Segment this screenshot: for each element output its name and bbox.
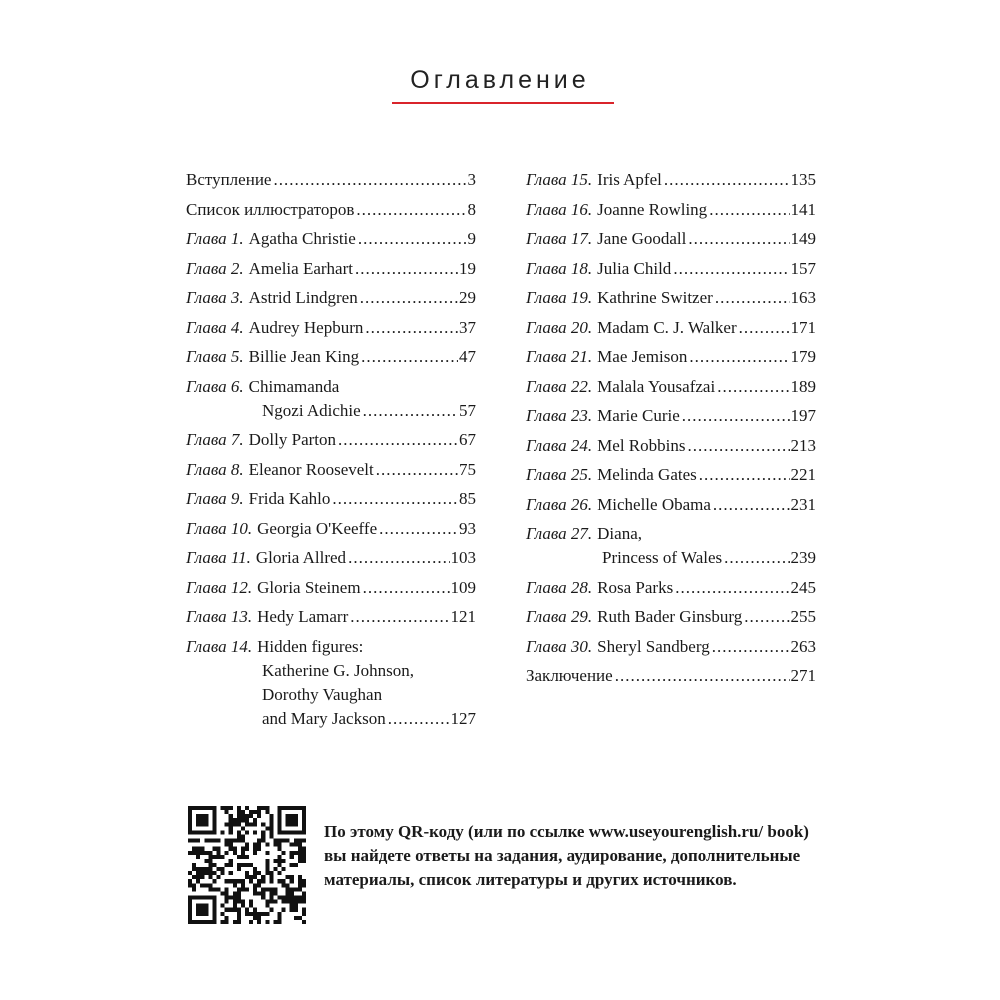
- entry-title: Billie Jean King: [248, 347, 360, 366]
- toc-entry[interactable]: [186, 198, 476, 222]
- toc-entry[interactable]: [186, 257, 476, 281]
- toc-entry[interactable]: [186, 546, 476, 570]
- toc-entry[interactable]: [526, 375, 816, 399]
- page-number: 127: [450, 708, 476, 728]
- footer-text: По этому QR-коду (или по ссылке www.useyourenglish.ru/ book) вы найдете ответы на задания, аудирование, дополнительные материалы, список литературы и других источников.: [324, 822, 809, 889]
- dot-leader: [355, 257, 458, 281]
- dot-leader: [744, 605, 789, 629]
- toc-entry[interactable]: [526, 168, 816, 192]
- chapter-label: Глава 10.: [186, 518, 253, 538]
- chapter-label: Глава 28.: [526, 577, 593, 597]
- page-number: 135: [790, 170, 816, 189]
- chapter-label: Глава 22.: [526, 376, 593, 396]
- page-number: 231: [790, 494, 816, 514]
- page-number: 213: [790, 435, 816, 455]
- chapter-label: Глава 26.: [526, 494, 593, 514]
- chapter-label: Глава 24.: [526, 435, 593, 455]
- chapter-label: Глава 1.: [186, 229, 244, 248]
- entry-title-continued: Princess of Wales: [602, 548, 723, 567]
- chapter-label: Глава 20.: [526, 317, 593, 337]
- toc-entry[interactable]: [186, 605, 476, 629]
- entry-title: Frida Kahlo: [248, 489, 331, 508]
- dot-leader: [675, 576, 789, 600]
- entry-title: Julia Child: [597, 258, 672, 278]
- dot-leader: [379, 517, 458, 541]
- toc-entry[interactable]: [526, 493, 816, 517]
- page-number: 67: [459, 430, 476, 449]
- entry-title: Michelle Obama: [597, 494, 711, 514]
- entry-title: Amelia Earhart: [248, 258, 353, 278]
- chapter-label: Глава 5.: [186, 347, 244, 366]
- toc-entry[interactable]: [186, 487, 476, 511]
- chapter-label: Глава 16.: [526, 199, 593, 219]
- toc-entry[interactable]: [526, 227, 816, 251]
- chapter-label: Глава 7.: [186, 430, 244, 449]
- entry-title: Dolly Parton: [248, 430, 337, 449]
- chapter-label: Глава 23.: [526, 406, 593, 425]
- entry-title: Kathrine Switzer: [597, 288, 713, 307]
- toc-entry[interactable]: [186, 375, 476, 423]
- chapter-label: Глава 4.: [186, 317, 244, 337]
- chapter-label: Глава 27.: [526, 524, 593, 543]
- dot-leader: [715, 286, 790, 310]
- dot-leader: [673, 257, 789, 281]
- dot-leader: [712, 635, 790, 659]
- toc-entry[interactable]: [186, 576, 476, 600]
- page-number: 121: [450, 607, 476, 626]
- chapter-label: Глава 13.: [186, 607, 253, 626]
- page-number: 57: [459, 400, 476, 420]
- chapter-label: Глава 25.: [526, 465, 593, 484]
- entry-title: Chimamanda: [248, 376, 340, 396]
- page-number: 239: [790, 548, 816, 567]
- page-number: 179: [790, 347, 816, 366]
- entry-title: Gloria Steinem: [257, 577, 361, 597]
- chapter-label: Глава 21.: [526, 347, 593, 366]
- footer: [188, 806, 828, 936]
- entry-title-continued: Katherine G. Johnson,: [262, 660, 415, 680]
- entry-title: Ruth Bader Ginsburg: [597, 607, 743, 626]
- dot-leader: [724, 546, 789, 570]
- chapter-label: Глава 11.: [186, 548, 251, 567]
- page-number: 263: [790, 636, 816, 656]
- page-number: 149: [790, 229, 816, 248]
- dot-leader: [717, 375, 789, 399]
- page-number: 93: [459, 518, 476, 538]
- entry-title: Audrey Hepburn: [248, 317, 364, 337]
- entry-title: Joanne Rowling: [597, 199, 708, 219]
- toc-entry[interactable]: [186, 168, 476, 192]
- page-number: 29: [459, 288, 476, 307]
- dot-leader: [709, 198, 789, 222]
- entry-title-continued: Dorothy Vaughan: [262, 684, 383, 704]
- page-number: 37: [459, 317, 476, 337]
- dot-leader: [699, 463, 790, 487]
- page-number: 245: [790, 577, 816, 597]
- entry-title: Jane Goodall: [597, 229, 687, 248]
- entry-title: Gloria Allred: [255, 548, 347, 567]
- chapter-label: Глава 15.: [526, 170, 593, 189]
- toc-entry[interactable]: [526, 463, 816, 487]
- chapter-label: Глава 6.: [186, 376, 244, 396]
- toc-entry[interactable]: [186, 458, 476, 482]
- entry-title: Marie Curie: [597, 406, 680, 425]
- chapter-label: Глава 17.: [526, 229, 593, 248]
- title-underline: [392, 102, 614, 104]
- dot-leader: [365, 316, 458, 340]
- chapter-label: Глава 19.: [526, 288, 593, 307]
- toc-right-column: [526, 168, 816, 694]
- dot-leader: [348, 546, 449, 570]
- toc-entry[interactable]: [526, 404, 816, 428]
- chapter-label: Глава 12.: [186, 577, 253, 597]
- page-number: 171: [790, 317, 816, 337]
- toc-entry[interactable]: [526, 576, 816, 600]
- dot-leader: [739, 316, 790, 340]
- dot-leader: [363, 576, 450, 600]
- toc-entry[interactable]: [186, 428, 476, 452]
- dot-leader: [363, 399, 458, 423]
- entry-title: Diana,: [597, 524, 642, 543]
- dot-leader: [360, 286, 458, 310]
- page-number: 85: [459, 489, 476, 508]
- page-number: 197: [790, 406, 816, 425]
- toc-entry[interactable]: [526, 434, 816, 458]
- page-number: 163: [790, 288, 816, 307]
- page-number: 9: [467, 229, 476, 248]
- chapter-label: Глава 2.: [186, 258, 244, 278]
- entry-title: Hedy Lamarr: [257, 607, 349, 626]
- toc-entry[interactable]: [186, 635, 476, 731]
- entry-title: Iris Apfel: [597, 170, 662, 189]
- page-number: 255: [790, 607, 816, 626]
- entry-title: Georgia O'Keeffe: [257, 518, 378, 538]
- page-number: 271: [790, 666, 816, 685]
- page-number: 3: [467, 170, 476, 189]
- dot-leader: [350, 605, 449, 629]
- dot-leader: [682, 404, 790, 428]
- page-number: 189: [790, 376, 816, 396]
- toc-entry[interactable]: [526, 198, 816, 222]
- entry-title: Melinda Gates: [597, 465, 697, 484]
- entry-title-continued: and Mary Jackson: [262, 708, 386, 728]
- dot-leader: [688, 227, 789, 251]
- chapter-label: Глава 3.: [186, 288, 244, 307]
- dot-leader: [376, 458, 458, 482]
- dot-leader: [358, 227, 467, 251]
- dot-leader: [689, 345, 789, 369]
- chapter-label: Глава 8.: [186, 459, 244, 479]
- toc-entry[interactable]: [526, 664, 816, 688]
- page-number: 141: [790, 199, 816, 219]
- page-title: Оглавление: [410, 66, 590, 94]
- entry-title: Заключение: [526, 666, 613, 685]
- dot-leader: [713, 493, 790, 517]
- dot-leader: [361, 345, 458, 369]
- entry-title: Список иллюстраторов: [186, 199, 355, 219]
- page-number: 75: [459, 459, 476, 479]
- page-number: 47: [459, 347, 476, 366]
- toc-entry[interactable]: [526, 257, 816, 281]
- dot-leader: [388, 707, 450, 731]
- chapter-label: Глава 18.: [526, 258, 593, 278]
- entry-title: Rosa Parks: [597, 577, 674, 597]
- toc-entry[interactable]: [526, 316, 816, 340]
- page-number: 103: [450, 548, 476, 567]
- page-number: 157: [790, 258, 816, 278]
- toc-entry[interactable]: [186, 517, 476, 541]
- entry-title: Hidden figures:: [257, 636, 364, 656]
- entry-title: Malala Yousafzai: [597, 376, 716, 396]
- chapter-label: Глава 14.: [186, 636, 253, 656]
- entry-title: Mae Jemison: [597, 347, 688, 366]
- toc-entry[interactable]: [526, 522, 816, 570]
- entry-title: Вступление: [186, 170, 272, 189]
- entry-title-continued: Ngozi Adichie: [262, 400, 361, 420]
- chapter-label: Глава 30.: [526, 636, 593, 656]
- dot-leader: [338, 428, 458, 452]
- toc-entry[interactable]: [186, 316, 476, 340]
- dot-leader: [356, 198, 466, 222]
- entry-title: Astrid Lindgren: [248, 288, 358, 307]
- dot-leader: [615, 664, 790, 688]
- page-number: 19: [459, 258, 476, 278]
- entry-title: Agatha Christie: [248, 229, 356, 248]
- dot-leader: [273, 168, 466, 192]
- dot-leader: [687, 434, 789, 458]
- page-number: 221: [790, 465, 816, 484]
- toc-entry[interactable]: [186, 227, 476, 251]
- entry-title: Eleanor Roosevelt: [248, 459, 374, 479]
- entry-title: Mel Robbins: [597, 435, 686, 455]
- page-number: 8: [467, 199, 476, 219]
- qr-code-icon[interactable]: [188, 806, 306, 924]
- entry-title: Sheryl Sandberg: [597, 636, 710, 656]
- toc-left-column: [186, 168, 476, 736]
- toc-entry[interactable]: [526, 605, 816, 629]
- toc-entry[interactable]: [526, 286, 816, 310]
- page-number: 109: [450, 577, 476, 597]
- chapter-label: Глава 9.: [186, 489, 244, 508]
- toc-entry[interactable]: [186, 345, 476, 369]
- chapter-label: Глава 29.: [526, 607, 593, 626]
- toc-entry[interactable]: [526, 635, 816, 659]
- toc-entry[interactable]: [186, 286, 476, 310]
- dot-leader: [664, 168, 790, 192]
- toc-entry[interactable]: [526, 345, 816, 369]
- dot-leader: [332, 487, 458, 511]
- entry-title: Madam C. J. Walker: [597, 317, 737, 337]
